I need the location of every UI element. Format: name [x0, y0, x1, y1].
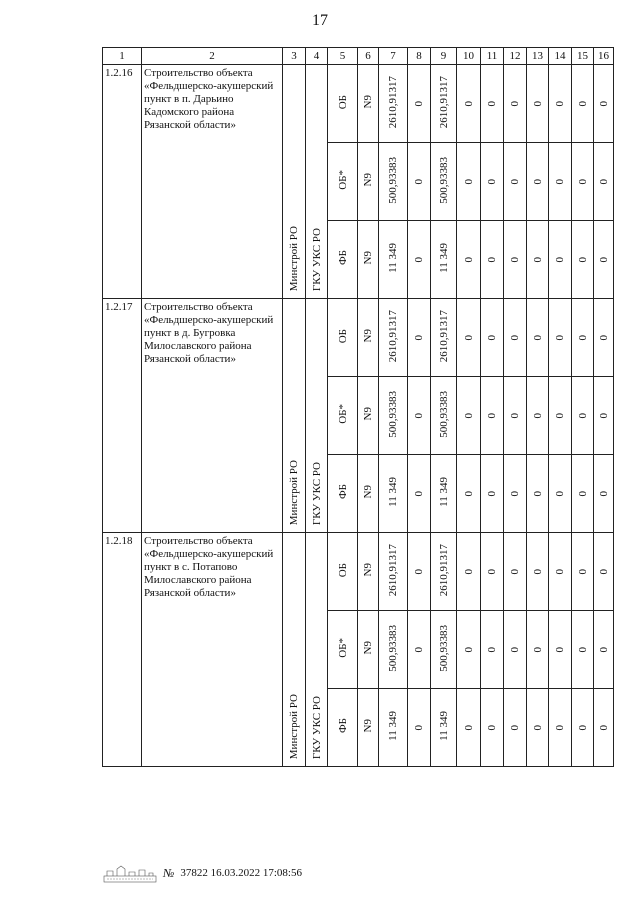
amount-col7: [379, 143, 408, 221]
amount-col11-text: 0: [486, 569, 498, 575]
header-cell: 12: [504, 48, 527, 65]
amount-col16: [594, 143, 614, 221]
registration-number-and-date: 37822 16.03.2022 17:08:56: [180, 867, 302, 879]
amount-col16-text: 0: [597, 569, 610, 575]
amount-col10: [457, 65, 481, 143]
amount-col8: [408, 611, 431, 689]
amount-col8-text: 0: [413, 413, 425, 419]
fund-source: [328, 221, 358, 299]
budget-code-text: N9: [362, 641, 374, 655]
page-number: 17: [312, 12, 328, 29]
responsible-ministry: [283, 299, 306, 533]
amount-col10-text: 0: [462, 179, 475, 185]
amount-col15: [572, 299, 594, 377]
fund-source-text: ОБ*: [336, 404, 349, 424]
header-cell: 13: [527, 48, 549, 65]
amount-col12: [504, 689, 527, 767]
amount-col8: [408, 143, 431, 221]
amount-col8: [408, 65, 431, 143]
amount-col7-text: 500,93383: [387, 624, 399, 672]
amount-col9: [431, 299, 457, 377]
amount-col9-text: 2610,91317: [437, 543, 450, 597]
header-cell: 15: [572, 48, 594, 65]
amount-col14-text: 0: [554, 491, 566, 497]
budget-code-text: N9: [362, 329, 374, 343]
amount-col12-text: 0: [509, 569, 521, 575]
amount-col13-text: 0: [531, 725, 544, 731]
amount-col9: [431, 533, 457, 611]
amount-col9-text: 500,93383: [437, 624, 450, 672]
fund-source: [328, 65, 358, 143]
amount-col11-text: 0: [486, 179, 498, 185]
amount-col7: [379, 221, 408, 299]
amount-col9-text: 500,93383: [437, 390, 450, 438]
fund-source: [328, 533, 358, 611]
amount-col8-text: 0: [413, 491, 425, 497]
amount-col7-text: 500,93383: [387, 156, 399, 204]
fund-source-text: ОБ: [336, 328, 349, 344]
amount-col15-text: 0: [576, 647, 589, 653]
header-cell: 16: [594, 48, 614, 65]
amount-col9-text: 2610,91317: [437, 309, 450, 363]
amount-col12-text: 0: [509, 335, 521, 341]
executor-agency-text: ГКУ УКС РО: [310, 461, 323, 525]
amount-col10-text: 0: [462, 569, 475, 575]
fund-source-text: ФБ: [336, 718, 349, 734]
amount-col11-text: 0: [486, 101, 498, 107]
entry-code: 1.2.16: [103, 65, 142, 299]
amount-col10: [457, 611, 481, 689]
fund-source-text: ФБ: [336, 250, 349, 266]
amount-col13: [527, 689, 549, 767]
budget-code: [358, 533, 379, 611]
budget-code-text: N9: [362, 251, 374, 265]
amount-col13: [527, 377, 549, 455]
amount-col13-text: 0: [531, 413, 544, 419]
amount-col16-text: 0: [597, 491, 610, 497]
entry-description: Строительство объекта «Фельдшерско-акушерский пункт в д. Бугровка Милославского района Рязанской области»: [142, 299, 283, 533]
header-cell: 14: [549, 48, 572, 65]
amount-col11: [481, 455, 504, 533]
amount-col13: [527, 611, 549, 689]
budget-code-text: N9: [362, 485, 374, 499]
amount-col13-text: 0: [531, 101, 544, 107]
registration-footer: [103, 862, 503, 884]
amount-col11: [481, 377, 504, 455]
amount-col9: [431, 377, 457, 455]
fund-source-text: ОБ*: [336, 638, 349, 658]
amount-col15-text: 0: [576, 257, 589, 263]
amount-col16-text: 0: [597, 101, 610, 107]
amount-col12-text: 0: [509, 491, 521, 497]
amount-col10: [457, 455, 481, 533]
header-cell: 6: [358, 48, 379, 65]
amount-col15-text: 0: [576, 179, 589, 185]
amount-col10: [457, 143, 481, 221]
responsible-ministry-text: Минстрой РО: [288, 693, 300, 759]
amount-col12: [504, 611, 527, 689]
amount-col13-text: 0: [531, 569, 544, 575]
amount-col14: [549, 299, 572, 377]
header-cell: 9: [431, 48, 457, 65]
header-cell: 1: [103, 48, 142, 65]
budget-code: [358, 65, 379, 143]
fund-source-text: ОБ: [336, 94, 349, 110]
header-cell: 5: [328, 48, 358, 65]
amount-col14-text: 0: [554, 647, 566, 653]
amount-col9: [431, 221, 457, 299]
amount-col11: [481, 221, 504, 299]
amount-col7-text: 11 349: [387, 711, 399, 741]
amount-col15: [572, 377, 594, 455]
amount-col9: [431, 611, 457, 689]
fund-source-text: ОБ: [336, 562, 349, 578]
amount-col8: [408, 533, 431, 611]
amount-col8-text: 0: [413, 647, 425, 653]
amount-col10: [457, 689, 481, 767]
amount-col13: [527, 533, 549, 611]
amount-col14: [549, 221, 572, 299]
amount-col12: [504, 221, 527, 299]
amount-col9-text: 11 349: [437, 243, 450, 273]
amount-col13-text: 0: [531, 257, 544, 263]
amount-col11-text: 0: [486, 647, 498, 653]
amount-col7: [379, 689, 408, 767]
amount-col16: [594, 299, 614, 377]
executor-agency-text: ГКУ УКС РО: [310, 695, 323, 759]
amount-col16: [594, 611, 614, 689]
amount-col16: [594, 533, 614, 611]
fund-source: [328, 377, 358, 455]
table-row: [103, 65, 614, 143]
amount-col8-text: 0: [413, 101, 425, 107]
budget-code: [358, 143, 379, 221]
amount-col8-text: 0: [413, 335, 425, 341]
amount-col12-text: 0: [509, 179, 521, 185]
amount-col12: [504, 377, 527, 455]
amount-col14: [549, 689, 572, 767]
header-cell: 10: [457, 48, 481, 65]
amount-col8-text: 0: [413, 179, 425, 185]
amount-col11-text: 0: [486, 413, 498, 419]
fund-source: [328, 299, 358, 377]
amount-col15: [572, 221, 594, 299]
amount-col12: [504, 143, 527, 221]
amount-col14-text: 0: [554, 569, 566, 575]
amount-col7-text: 2610,91317: [387, 75, 399, 129]
entry-description: Строительство объекта «Фельдшерско-акушерский пункт в п. Дарьино Кадомского района Рязанской области»: [142, 65, 283, 299]
fund-source: [328, 611, 358, 689]
amount-col8: [408, 299, 431, 377]
entry-description: Строительство объекта «Фельдшерско-акушерский пункт в с. Потапово Милославского района Рязанской области»: [142, 533, 283, 767]
budget-code: [358, 611, 379, 689]
table-row: [103, 533, 614, 611]
header-cell: 2: [142, 48, 283, 65]
entry-code: 1.2.18: [103, 533, 142, 767]
amount-col13: [527, 65, 549, 143]
amount-col15: [572, 533, 594, 611]
amount-col12: [504, 299, 527, 377]
amount-col10-text: 0: [462, 413, 475, 419]
amount-col15-text: 0: [576, 491, 589, 497]
header-cell: 11: [481, 48, 504, 65]
amount-col8: [408, 377, 431, 455]
amount-col12-text: 0: [509, 101, 521, 107]
budget-code: [358, 689, 379, 767]
amount-col15-text: 0: [576, 725, 589, 731]
amount-col9: [431, 689, 457, 767]
amount-col11: [481, 689, 504, 767]
amount-col14: [549, 533, 572, 611]
header-row: [103, 48, 614, 65]
amount-col9: [431, 65, 457, 143]
budget-code-text: N9: [362, 563, 374, 577]
fund-source-text: ФБ: [336, 484, 349, 500]
executor-agency-text: ГКУ УКС РО: [310, 227, 323, 291]
amount-col16-text: 0: [597, 335, 610, 341]
amount-col10: [457, 377, 481, 455]
funding-table: [102, 47, 614, 767]
amount-col9-text: 11 349: [437, 711, 450, 741]
amount-col13: [527, 221, 549, 299]
amount-col15: [572, 65, 594, 143]
amount-col11-text: 0: [486, 257, 498, 263]
amount-col12-text: 0: [509, 647, 521, 653]
amount-col12-text: 0: [509, 257, 521, 263]
amount-col10-text: 0: [462, 335, 475, 341]
responsible-ministry-text: Минстрой РО: [288, 225, 300, 291]
amount-col15: [572, 611, 594, 689]
amount-col12-text: 0: [509, 725, 521, 731]
amount-col14: [549, 611, 572, 689]
amount-col16-text: 0: [597, 179, 610, 185]
amount-col12: [504, 65, 527, 143]
amount-col14-text: 0: [554, 725, 566, 731]
fund-source-text: ОБ*: [336, 170, 349, 190]
amount-col14-text: 0: [554, 101, 566, 107]
amount-col11: [481, 299, 504, 377]
amount-col15: [572, 455, 594, 533]
registration-number-mark: №: [163, 865, 175, 880]
amount-col16: [594, 221, 614, 299]
amount-col7: [379, 65, 408, 143]
amount-col14-text: 0: [554, 179, 566, 185]
amount-col10-text: 0: [462, 491, 475, 497]
amount-col9-text: 500,93383: [437, 156, 450, 204]
executor-agency: [306, 533, 328, 767]
amount-col12-text: 0: [509, 413, 521, 419]
amount-col13: [527, 143, 549, 221]
amount-col7-text: 11 349: [387, 477, 399, 507]
amount-col10-text: 0: [462, 101, 475, 107]
amount-col7-text: 11 349: [387, 243, 399, 273]
header-cell: 7: [379, 48, 408, 65]
amount-col8-text: 0: [413, 569, 425, 575]
amount-col9: [431, 143, 457, 221]
amount-col11: [481, 533, 504, 611]
budget-code: [358, 299, 379, 377]
amount-col14-text: 0: [554, 335, 566, 341]
amount-col7: [379, 533, 408, 611]
amount-col10: [457, 533, 481, 611]
budget-code: [358, 377, 379, 455]
amount-col16: [594, 455, 614, 533]
amount-col16-text: 0: [597, 413, 610, 419]
table-row: [103, 299, 614, 377]
amount-col14: [549, 143, 572, 221]
amount-col8: [408, 455, 431, 533]
amount-col13-text: 0: [531, 491, 544, 497]
amount-col11: [481, 143, 504, 221]
amount-col10-text: 0: [462, 725, 475, 731]
amount-col7: [379, 611, 408, 689]
entry-code: 1.2.17: [103, 299, 142, 533]
amount-col13-text: 0: [531, 335, 544, 341]
amount-col15-text: 0: [576, 569, 589, 575]
amount-col13: [527, 455, 549, 533]
amount-col11: [481, 65, 504, 143]
amount-col7: [379, 455, 408, 533]
amount-col10: [457, 221, 481, 299]
amount-col12: [504, 455, 527, 533]
budget-code-text: N9: [362, 95, 374, 109]
budget-code: [358, 221, 379, 299]
amount-col16: [594, 689, 614, 767]
amount-col8-text: 0: [413, 257, 425, 263]
amount-col7-text: 2610,91317: [387, 309, 399, 363]
header-cell: 8: [408, 48, 431, 65]
responsible-ministry: [283, 65, 306, 299]
amount-col12: [504, 533, 527, 611]
amount-col8-text: 0: [413, 725, 425, 731]
amount-col7-text: 2610,91317: [387, 543, 399, 597]
amount-col16-text: 0: [597, 257, 610, 263]
amount-col16-text: 0: [597, 647, 610, 653]
amount-col16: [594, 65, 614, 143]
amount-col13-text: 0: [531, 179, 544, 185]
amount-col10-text: 0: [462, 257, 475, 263]
responsible-ministry: [283, 533, 306, 767]
amount-col8: [408, 221, 431, 299]
amount-col15-text: 0: [576, 335, 589, 341]
amount-col11-text: 0: [486, 335, 498, 341]
amount-col10-text: 0: [462, 647, 475, 653]
fund-source: [328, 143, 358, 221]
executor-agency: [306, 299, 328, 533]
fund-source: [328, 455, 358, 533]
amount-col8: [408, 689, 431, 767]
amount-col13: [527, 299, 549, 377]
amount-col14: [549, 377, 572, 455]
header-cell: 4: [306, 48, 328, 65]
amount-col11-text: 0: [486, 491, 498, 497]
amount-col14: [549, 65, 572, 143]
amount-col7: [379, 299, 408, 377]
amount-col15-text: 0: [576, 413, 589, 419]
fund-source: [328, 689, 358, 767]
amount-col15: [572, 143, 594, 221]
header-cell: 3: [283, 48, 306, 65]
amount-col11-text: 0: [486, 725, 498, 731]
budget-code-text: N9: [362, 719, 374, 733]
amount-col7: [379, 377, 408, 455]
executor-agency: [306, 65, 328, 299]
amount-col14-text: 0: [554, 257, 566, 263]
responsible-ministry-text: Минстрой РО: [288, 459, 300, 525]
amount-col9: [431, 455, 457, 533]
government-emblem-stamp-icon: [103, 863, 157, 883]
amount-col14: [549, 455, 572, 533]
amount-col13-text: 0: [531, 647, 544, 653]
amount-col14-text: 0: [554, 413, 566, 419]
budget-code: [358, 455, 379, 533]
amount-col11: [481, 611, 504, 689]
amount-col9-text: 2610,91317: [437, 75, 450, 129]
budget-code-text: N9: [362, 173, 374, 187]
amount-col16: [594, 377, 614, 455]
amount-col15-text: 0: [576, 101, 589, 107]
budget-code-text: N9: [362, 407, 374, 421]
amount-col16-text: 0: [597, 725, 610, 731]
amount-col10: [457, 299, 481, 377]
amount-col9-text: 11 349: [437, 477, 450, 507]
amount-col7-text: 500,93383: [387, 390, 399, 438]
amount-col15: [572, 689, 594, 767]
